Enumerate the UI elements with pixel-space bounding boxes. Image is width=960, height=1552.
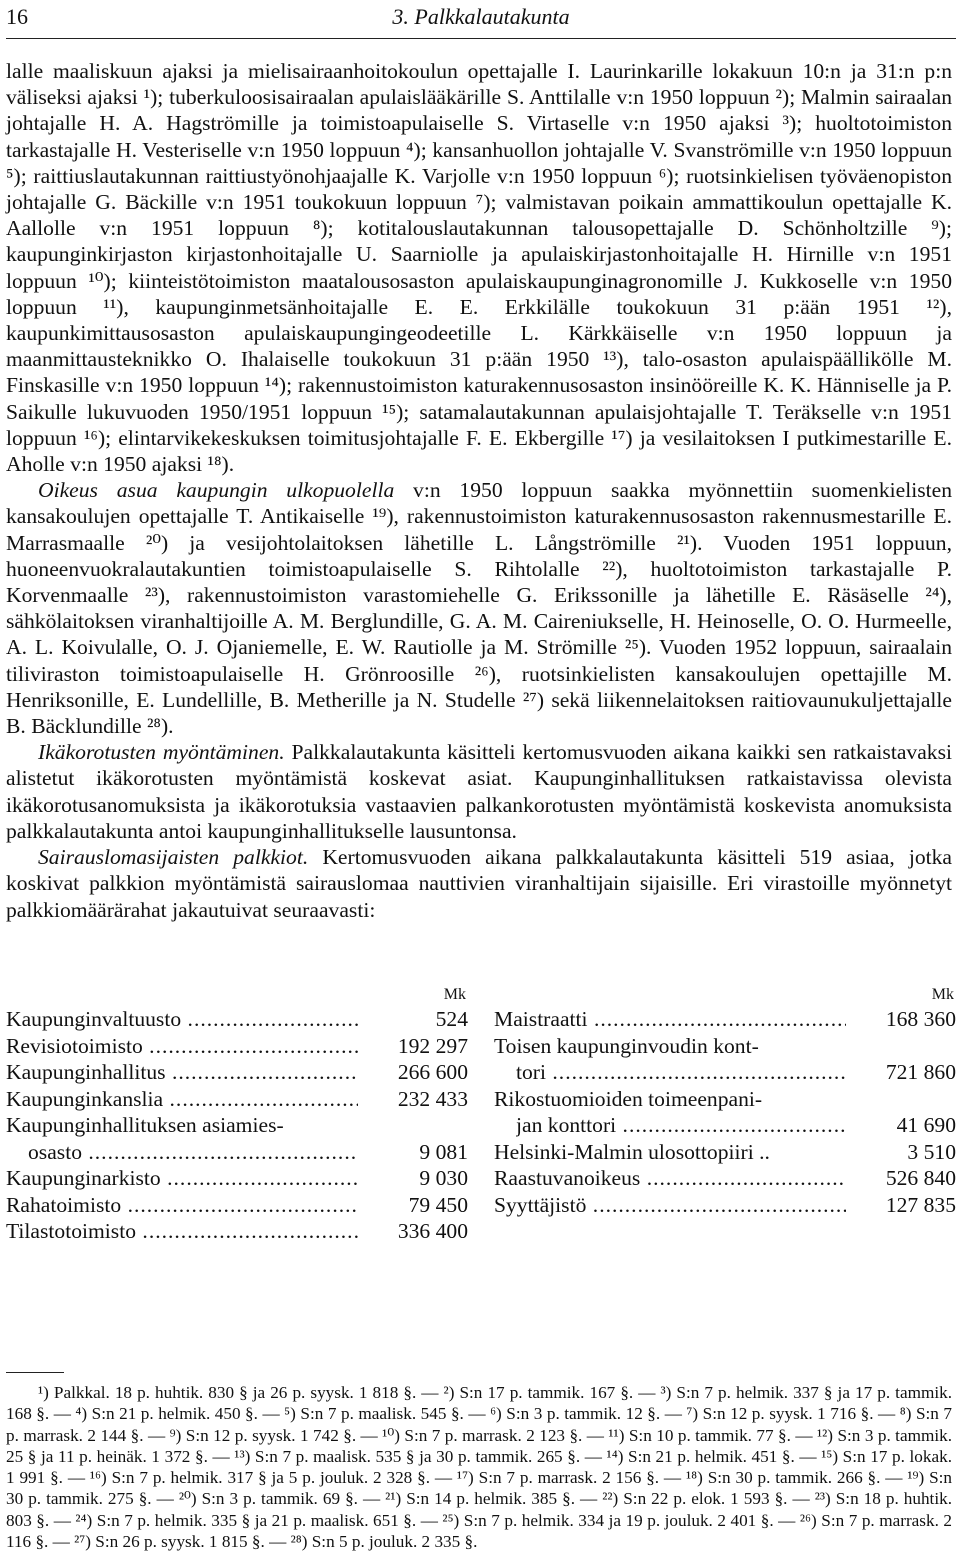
row-label xyxy=(494,1192,846,1219)
row-label-text: Raastuvanoikeus xyxy=(494,1166,641,1190)
leader-dots xyxy=(546,1060,846,1084)
row-amount: 336 400 xyxy=(397,1219,468,1243)
row-label xyxy=(6,1006,358,1033)
row-label xyxy=(494,1086,846,1113)
row-label xyxy=(6,1112,358,1139)
row-label xyxy=(516,1059,846,1086)
paragraph xyxy=(6,477,952,739)
row-label xyxy=(494,1139,846,1166)
row-label-text: osasto xyxy=(28,1139,82,1164)
row-amount: 41 690 xyxy=(896,1113,956,1137)
row-label xyxy=(6,1086,358,1113)
row-amount: 232 433 xyxy=(397,1086,468,1111)
leader-dots xyxy=(588,1007,846,1031)
table-row xyxy=(6,1006,468,1033)
paragraph-lead: Oikeus asua kaupungin ulkopuolella xyxy=(38,478,395,503)
row-label xyxy=(6,1165,358,1192)
row-label-text: Tilastotoimisto xyxy=(6,1219,137,1243)
unit-label: Mk xyxy=(443,986,466,1003)
row-label-text: jan konttori xyxy=(516,1113,617,1137)
row-label xyxy=(494,1006,846,1033)
leader-dots xyxy=(616,1113,846,1137)
row-label xyxy=(516,1112,846,1139)
paragraph xyxy=(6,739,952,844)
leader-dots xyxy=(163,1087,358,1111)
page-number: 16 xyxy=(6,4,28,29)
table-row xyxy=(6,1086,468,1113)
body-text xyxy=(6,58,952,923)
row-amount: 192 297 xyxy=(397,1033,468,1058)
row-amount: 266 600 xyxy=(397,1060,468,1084)
row-label-text: Kaupunginarkisto xyxy=(6,1166,161,1190)
row-label-text: Helsinki-Malmin ulosottopiiri .. xyxy=(494,1139,770,1164)
header-rule xyxy=(6,38,956,39)
leader-dots xyxy=(166,1060,358,1084)
footnotes xyxy=(6,1382,952,1552)
row-amount: 526 840 xyxy=(885,1166,956,1190)
row-label xyxy=(494,1165,846,1192)
paragraph-text: Kertomusvuoden aikana palkkalautakunta käsitteli 519 asiaa, jotka koskivat palkkion myöntämistä sairauslomaa nauttivien viranhaltijain sijaisille. Eri virastoille myönnetyt palkkiomäärärahat jakautuivat seuraavasti: xyxy=(6,845,952,922)
table-left-column xyxy=(6,982,468,1245)
row-label-text: Rahatoimisto xyxy=(6,1192,122,1217)
row-label-text: Syyttäjistö xyxy=(494,1192,587,1217)
row-label xyxy=(6,1059,358,1086)
unit-label: Mk xyxy=(931,986,954,1003)
row-amount: 168 360 xyxy=(885,1007,956,1031)
table-row xyxy=(494,1112,956,1139)
leader-dots xyxy=(181,1007,358,1031)
page-header xyxy=(6,2,956,38)
row-label xyxy=(28,1139,358,1166)
leader-dots xyxy=(640,1166,846,1190)
row-label xyxy=(6,1218,358,1245)
paragraph-lead: Sairauslomasijaisten palkkiot. xyxy=(38,845,309,870)
leader-dots xyxy=(586,1193,846,1217)
table-row xyxy=(6,1218,468,1245)
row-label-text: Revisiotoimisto xyxy=(6,1033,143,1058)
row-amount: 524 xyxy=(435,1007,468,1031)
table-row xyxy=(494,1059,956,1086)
row-amount: 127 835 xyxy=(885,1192,956,1217)
table-row xyxy=(6,1192,468,1219)
table-right-column xyxy=(494,982,956,1218)
leader-dots xyxy=(121,1193,358,1217)
running-title: 3. Palkkalautakunta xyxy=(392,4,570,29)
paragraph-text: lalle maaliskuun ajaksi ja mielisairaanhoitokoulun opettajalle I. Laurinkarille lokakuun 10:n ja 31:n p:n väliseksi ajaksi ¹); tuberkuloosisairaalan apulaislääkärille S. Anttilalle v:n 1950 loppuun ²); Malmin sairaalan johtajalle H. A. Hagströmille ja toimistoapulaiselle S. Virtaselle v:n 1950 ajaksi ³); huoltotoimiston tarkastajalle H. Vesteriselle v:n 1950 loppuun ⁴); kansanhuollon johtajalle V. Svanströmille v:n 1950 loppuun ⁵); raittiuslautakunnan raittiustyönohjaajalle K. Varjolle v:n 1950 loppuun ⁶); ruotsinkielisen työväenopiston johtajalle G. Bäckille v:n 1951 toukokuun loppuun ⁷); valmistavan poikain ammattikoulun opettajalle K. Aallolle v:n 1951 loppuun ⁸); kotitalouslautakunnan talousopettajalle D. Schönholtzille ⁹); kaupunginkirjaston kirjastonhoitajalle U. Saarniolle ja apulaiskirjastonhoitajalle H. Hirnille v:n 1951 loppuun ¹⁰); kiinteistötoimiston maatalousosaston apulaiskaupunginagronomille J. Kukkoselle v:n 1950 loppuun ¹¹), kaupunginmetsänhoitajalle E. E. Erkkilälle toukokuun 31 p:ään 1951 ¹²), kaupunkimittausosaston apulaiskaupungingeodeetille L. Kärkkäiselle v:n 1950 loppuun ja maanmittausteknikko O. Ihalaiselle toukokuun 31 p:ään 1950 ¹³), talo-osaston apulaispäällikölle M. Finskasille v:n 1950 loppuun ¹⁴); rakennustoimiston katurakennusosaston insinööreille K. K. Hänniselle ja P. Saikulle lukuvuoden 1950/1951 loppuun ¹⁵); satamalautakunnan apulaisjohtajalle T. Teräkselle v:n 1951 loppuun ¹⁶); elintarvikekeskuksen toimitusjohtajalle F. E. Ekbergille ¹⁷) ja vesilaitoksen I putkimestarille E. Aholle v:n 1950 ajaksi ¹⁸). xyxy=(6,59,952,477)
table-row xyxy=(494,1192,956,1219)
row-label xyxy=(494,1033,846,1060)
leader-dots xyxy=(161,1166,358,1190)
row-label-text: tori xyxy=(516,1060,546,1084)
row-label xyxy=(6,1033,358,1060)
table-row xyxy=(494,1006,956,1033)
row-label-text: Rikostuomioiden toimeenpani- xyxy=(494,1086,763,1111)
table-row xyxy=(6,1059,468,1086)
table-row xyxy=(6,1112,468,1139)
table-row xyxy=(494,1033,956,1060)
row-amount: 3 510 xyxy=(907,1139,956,1164)
table-row xyxy=(494,1086,956,1113)
paragraph xyxy=(6,58,952,477)
row-amount: 79 450 xyxy=(408,1192,468,1217)
table-row xyxy=(494,1165,956,1192)
row-label-text: Kaupunginhallituksen asiamies- xyxy=(6,1113,284,1137)
paragraph xyxy=(6,844,952,923)
row-amount: 9 030 xyxy=(419,1166,468,1190)
row-label-text: Toisen kaupunginvoudin kont- xyxy=(494,1033,759,1058)
paragraph-text: v:n 1950 loppuun saakka myönnettiin suomenkielisten kansakoulujen opettajalle T. Antikaiselle ¹⁹), rakennustoimiston katurakennusosaston rakennusmestarille E. Marrasmaalle ²⁰) ja vesijohtolaitoksen lähetille L. Långströmille ²¹). Vuoden 1951 loppuun, huoneenvuokralautakuntien toimistoapulaiselle S. Rihtolalle ²²), huoltotoimiston tarkastajalle P. Korvenmaalle ²³), rakennustoimiston varastomiehelle G. Erikssonille ja lähetille E. Räsäselle ²⁴), sähkölaitoksen viranhaltijoille A. M. Berglundille, G. A. M. Caireniukselle, H. Heinoselle, O. O. Hurmeelle, A. L. Koivulalle, O. J. Ojaniemelle, E. W. Rautiolle ja M. Strömille ²⁵). Vuoden 1952 loppuun, sairaalain tiliviraston toimistoapulaiselle H. Grönroosille ²⁶), ruotsinkielisten kansakoulujen opettajille M. Henriksonille, E. Lundellille, B. Metherille ja N. Studelle ²⁷) sekä liikennelaitoksen raitiovaunukuljettajalle B. Bäcklundille ²⁸). xyxy=(6,478,953,739)
footnote-rule xyxy=(6,1372,64,1373)
leader-dots xyxy=(136,1219,358,1243)
paragraph-text: Palkkalautakunta käsitteli kertomusvuoden aikana kaikki sen ratkaistavaksi alistetut ikäkorotusten myöntämistä koskevat asiat. Kaupunginhallituksen ratkaistavissa olevista ikäkorotusanomuksista ja ikäkorotuksia vastaavien palkankorotusten myöntämistä koskevista anomuksista palkkalautakunta antoi kaupunginhallitukselle lausuntonsa. xyxy=(6,740,952,843)
allowance-table xyxy=(6,982,956,1362)
table-row xyxy=(6,1139,468,1166)
table-row xyxy=(494,1139,956,1166)
paragraph-lead: Ikäkorotusten myöntäminen. xyxy=(38,740,285,765)
row-label xyxy=(6,1192,358,1219)
row-amount: 721 860 xyxy=(885,1060,956,1084)
leader-dots xyxy=(143,1034,358,1058)
table-row xyxy=(6,1165,468,1192)
row-label-text: Kaupunginvaltuusto xyxy=(6,1007,182,1031)
row-label-text: Kaupunginkanslia xyxy=(6,1086,164,1111)
row-amount: 9 081 xyxy=(419,1139,468,1164)
row-label-text: Kaupunginhallitus xyxy=(6,1060,166,1084)
leader-dots xyxy=(82,1140,358,1164)
footnote-text: ¹) Palkkal. 18 p. huhtik. 830 § ja 26 p. syysk. 1 818 §. — ²) S:n 17 p. tammik. 167 §. — ³) S:n 7 p. helmik. 337 § ja 17 p. tammik. 168 §. — ⁴) S:n 21 p. helmik. 450 §. — ⁵) S:n 7 p. maalisk. 545 §. — ⁶) S:n 3 p. tammik. 12 §. — ⁷) S:n 12 p. syysk. 1 716 §. — ⁸) S:n 7 p. marrask. 2 144 §. — ⁹) S:n 12 p. syysk. 1 742 §. — ¹⁰) S:n 7 p. marrask. 2 123 §. — ¹¹) S:n 10 p. tammik. 77 §. — ¹²) S:n 3 p. tammik. 25 § ja 11 p. heinäk. 1 372 §. — ¹³) S:n 7 p. maalisk. 535 § ja 30 p. tammik. 265 §. — ¹⁴) S:n 21 p. helmik. 451 §. — ¹⁵) S:n 17 p. lokak. 1 991 §. — ¹⁶) S:n 7 p. helmik. 317 § ja 5 p. jouluk. 2 328 §. — ¹⁷) S:n 7 p. marrask. 2 156 §. — ¹⁸) S:n 30 p. tammik. 266 §. — ¹⁹) S:n 30 p. tammik. 275 §. — ²⁰) S:n 3 p. tammik. 69 §. — ²¹) S:n 14 p. helmik. 385 §. — ²²) S:n 22 p. elok. 1 593 §. — ²³) S:n 18 p. huhtik. 803 §. — ²⁴) S:n 7 p. helmik. 335 § ja 21 p. maalisk. 651 §. — ²⁵) S:n 7 p. helmik. 334 ja 19 p. jouluk. 2 401 §. — ²⁶) S:n 7 p. marrask. 2 116 §. — ²⁷) S:n 26 p. syysk. 1 815 §. — ²⁸) S:n 5 p. jouluk. 2 335 §. xyxy=(6,1383,952,1552)
table-row xyxy=(6,1033,468,1060)
row-label-text: Maistraatti xyxy=(494,1007,588,1031)
